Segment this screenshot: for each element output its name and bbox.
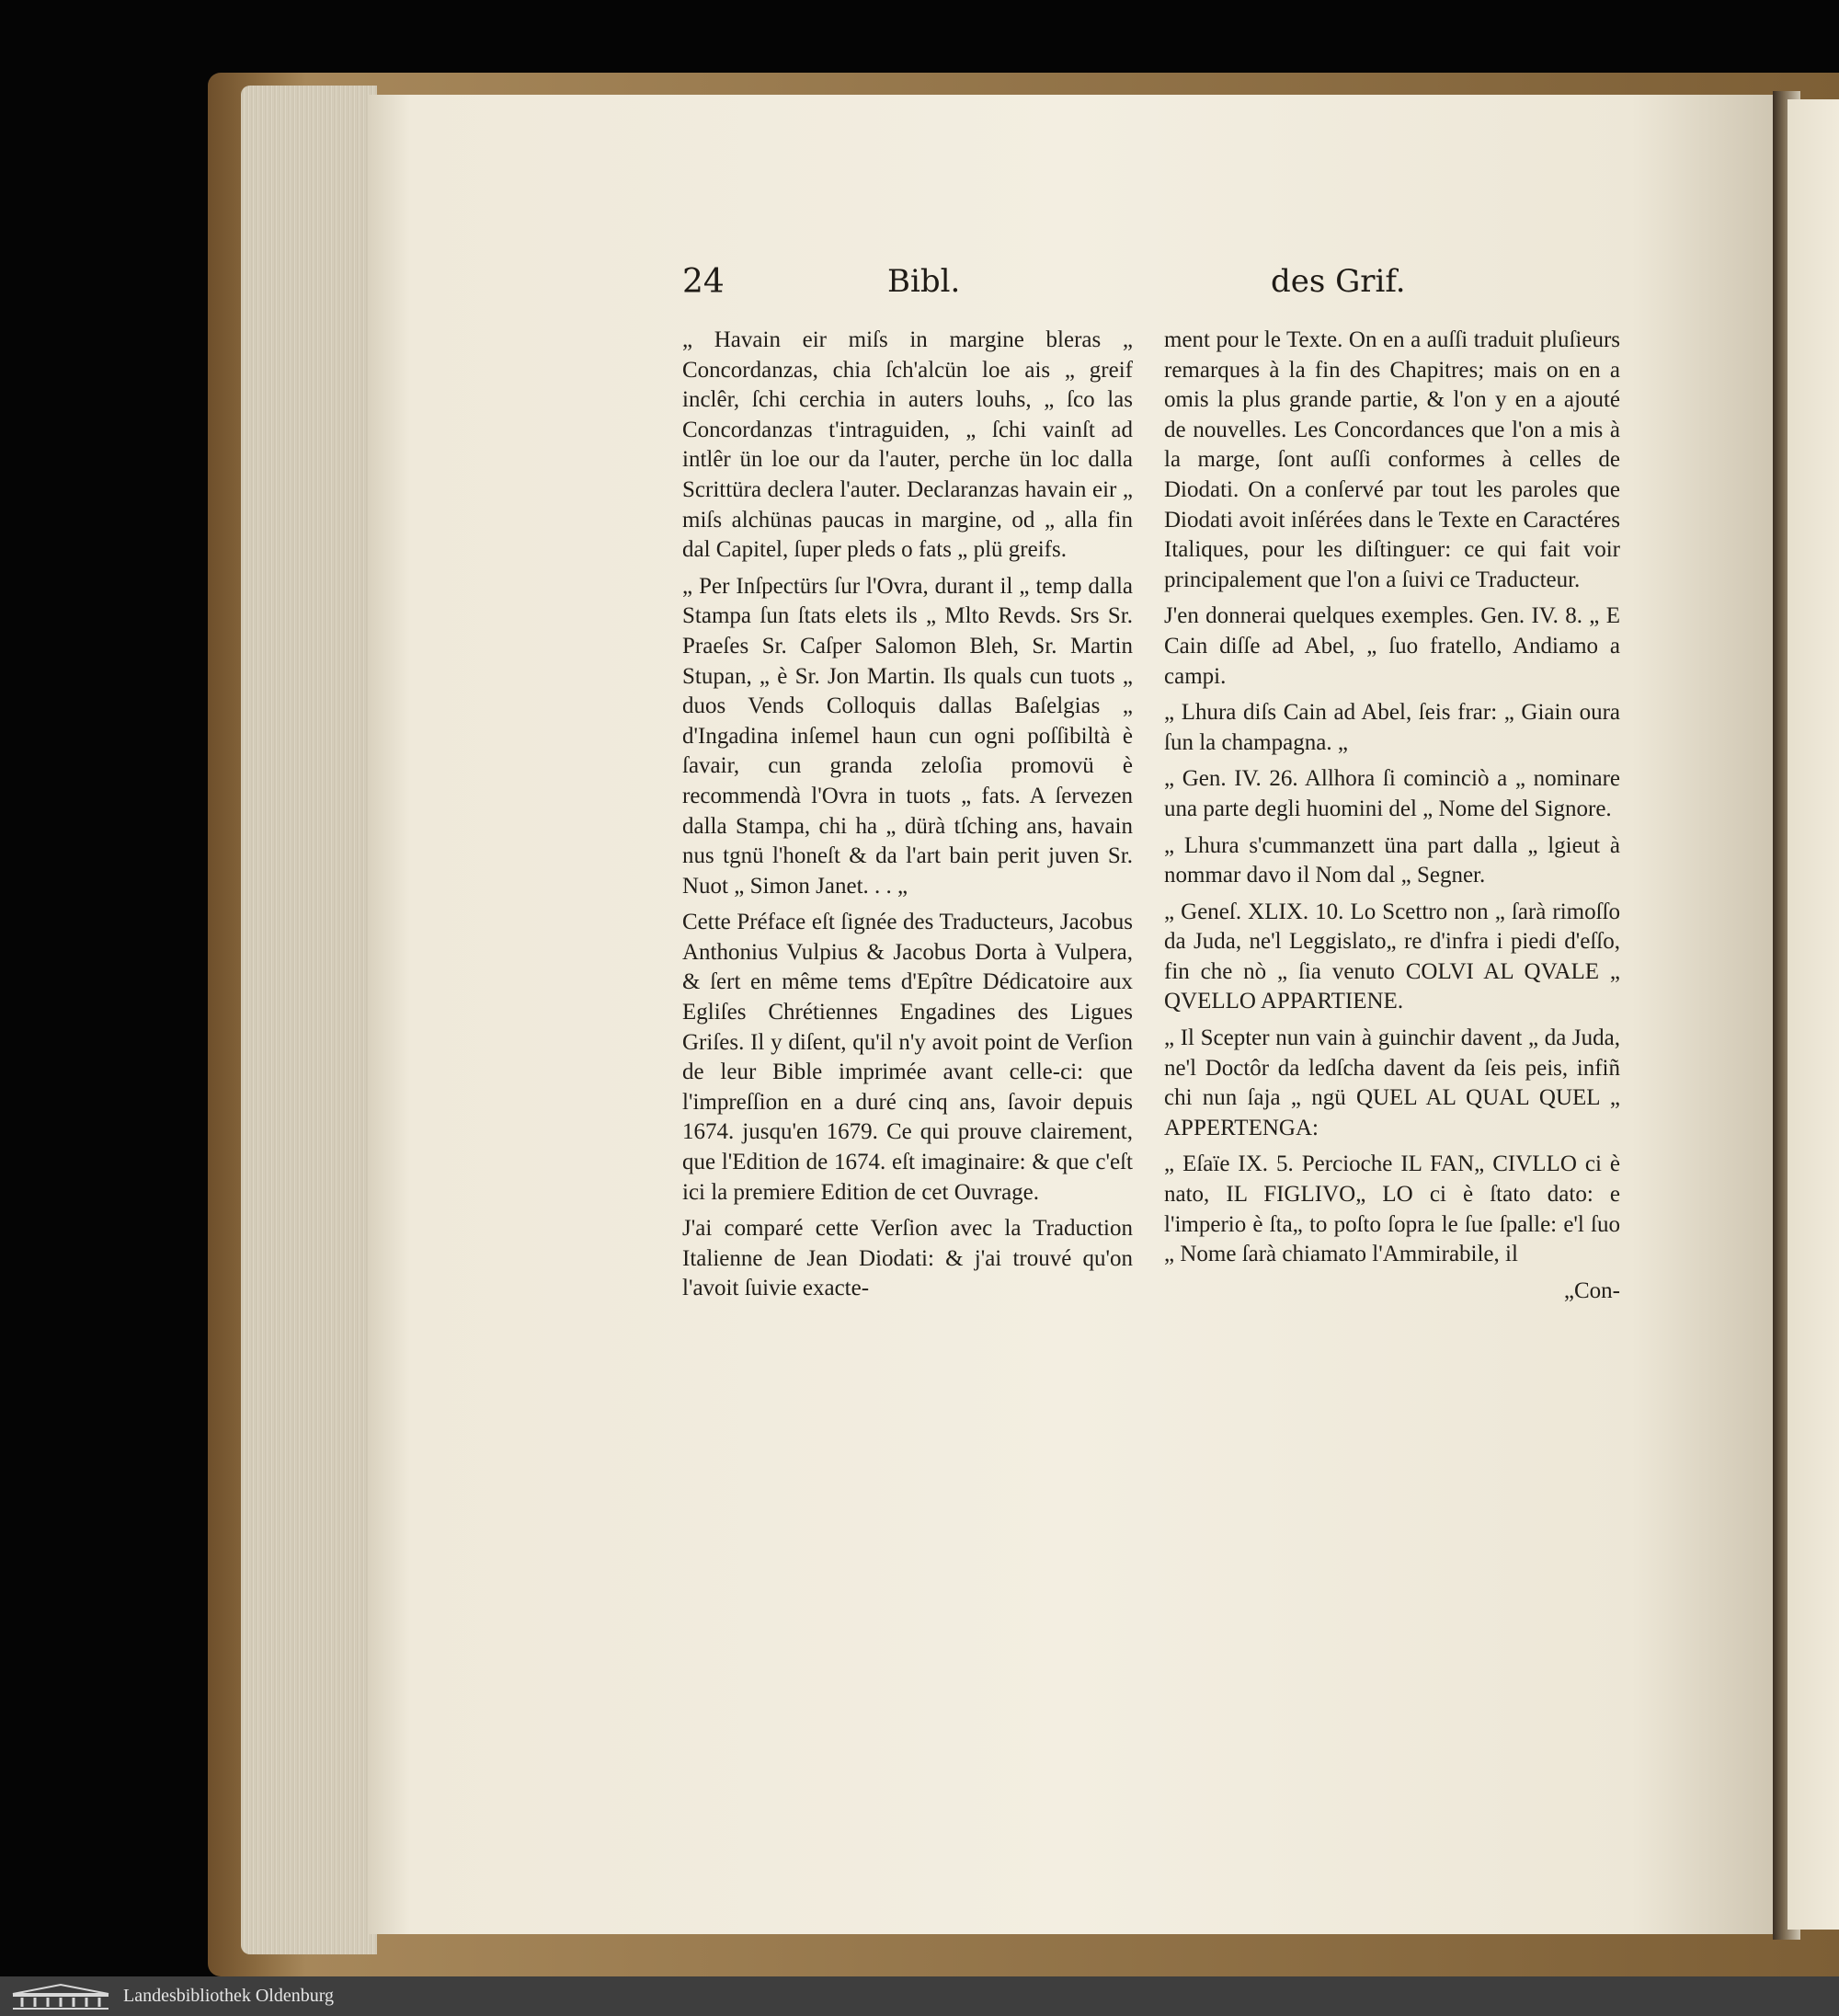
paragraph: „ Geneſ. XLIX. 10. Lo Scettro non „ ſarà rimoſſo da Juda, ne'l Leggislato„ re d'infra i piedi d'eſſo, fin che nò „ ſia venuto COLVI AL QVALE „ QVELLO APPARTIENE. <box>1164 899 1620 1014</box>
running-title-left: Bibl. <box>887 263 961 300</box>
paragraph: „ Gen. IV. 26. Allhora ſi cominciò a „ nominare una parte degli huomini del „ Nome del Signore. <box>1164 766 1620 821</box>
paragraph: „ Per Inſpectürs ſur l'Ovra, durant il „ temp dalla Stampa ſun ſtats elets ils „ Mlto Revds. Srs Sr. Praeſes Sr. Caſper Salomon Bleh, Sr. Martin Stupan, „ è Sr. Jon Martin. Ils quals cun tuots „ duos Vends Colloquis dallas Baſelgias „ d'Ingadina inſemel haun cun ogni poſſibiltà è ſavair, cun granda zeloſia promovü è recommendà l'Ovra in tuots „ fats. A ſervezen dalla Stampa, chi ha „ dürà tſching ans, havain nus tgnü l'honeſt & da l'art bain perit juven Sr. Nuot „ Simon Janet. . . „ <box>682 573 1133 899</box>
library-name: Landesbibliothek Oldenburg <box>123 1986 335 2006</box>
paragraph: ment pour le Texte. On en a auſſi traduit pluſieurs remarques à la fin des Chapitres; mais on en a omis la plus grande partie, & l'on y en a ajouté de nouvelles. Les Concordances que l'on a mis à la marge, ſont auſſi conformes à celles de Diodati. On a conſervé par tout les paroles que Diodati avoit inſérées dans le Texte en Caractéres Italiques, pour les diſtinguer: ce qui fait voir principalement que l'on a ſuivi ce Traducteur. <box>1164 327 1620 592</box>
page-number: 24 <box>682 263 725 301</box>
paragraph: „ Lhura diſs Cain ad Abel, ſeis frar: „ Giain oura ſun la champagna. „ <box>1164 700 1620 755</box>
right-text-column <box>1164 326 1620 1306</box>
footer-bar <box>0 1976 1839 2016</box>
paragraph: „ Havain eir miſs in margine bleras „ Concordanzas, chia ſch'alcün loe ais „ greif inclêr, ſchi cerchia in auters louhs, „ ſco las Concordanzas t'intraguiden, „ ſchi vainſt ad intlêr ün loe our da l'auter, perche ün loc dalla Scrittüra declera l'auter. Declaranzas havain eir „ miſs alchünas paucas in margine, od „ alla fin dal Capitel, ſuper pleds o fats „ plü greifs. <box>682 327 1133 563</box>
left-text-column <box>682 326 1133 1311</box>
paragraph: J'ai comparé cette Verſion avec la Traduction Italienne de Jean Diodati: & j'ai trouvé qu'on l'avoit ſuivie exacte- <box>682 1216 1133 1301</box>
paragraph: „ Lhura s'cummanzett üna part dalla „ lgieut à nommar davo il Nom dal „ Segner. <box>1164 832 1620 888</box>
catchword: „Con- <box>1563 1277 1620 1303</box>
paragraph: „ Il Scepter nun vain à guinchir davent „ da Juda, ne'l Doctôr da ledſcha davent da ſeis peis, infiñ chi nun ſaja „ ngü QUEL AL QUAL QUEL „ APPERTENGA: <box>1164 1025 1620 1140</box>
paragraph: „ Eſaïe IX. 5. Percioche IL FAN„ CIVLLO ci è nato, IL FIGLIVO„ LO ci è ſtato dato: e l'imperio è ſta„ to poſto ſopra le ſue ſpalle: e'l ſuo „ Nome ſarà chiamato l'Ammirabile, il <box>1164 1151 1620 1267</box>
page-edges <box>241 86 377 1954</box>
library-building-icon <box>9 1983 112 2010</box>
paragraph: J'en donnerai quelques exemples. Gen. IV. 8. „ E Cain diſſe ad Abel, „ ſuo fratello, Andiamo a campi. <box>1164 603 1620 689</box>
paragraph: Cette Préface eſt ſignée des Traducteurs, Jacobus Anthonius Vulpius & Jacobus Dorta à Vulpera, & ſert en même tems d'Epître Dédicatoire aux Egliſes Chrétiennes Engadines des Ligues Griſes. Il y diſent, qu'il n'y avoit point de Verſion de leur Bible imprimée avant celle-ci: que l'impreſſion en a duré cinq ans, ſavoir depuis 1674. jusqu'en 1679. Ce qui prouve clairement, que l'Edition de 1674. eſt imaginaire: & que c'eſt ici la premiere Edition de cet Ouvrage. <box>682 910 1133 1205</box>
facing-page-edge <box>1788 99 1839 1930</box>
running-title-right: des Grif. <box>1271 263 1406 300</box>
